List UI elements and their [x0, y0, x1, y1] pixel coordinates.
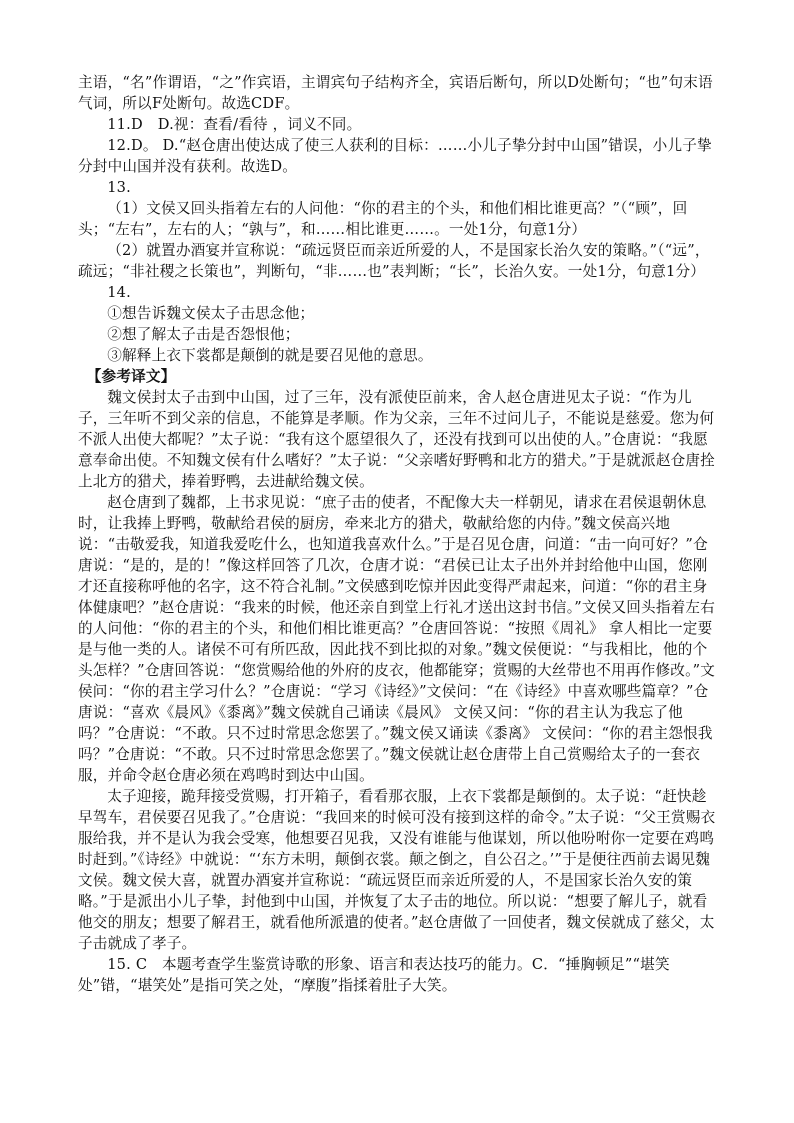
answer-11: 11.D D.视：查看/看待 ，词义不同。 — [107, 116, 362, 133]
answer-13-number: 13. — [107, 179, 131, 196]
document-page — [78, 72, 718, 996]
answer-13-part-1: （1）文侯又回头指着左右的人问他：“你的君主的个头，和他们相比谁更高？”（“顾”，回头；“左右”，左右的人；“孰与”，和……相比谁更……。一处1分，句意1分） — [78, 200, 688, 238]
answer-14-point-2: ②想了解太子击是否怨恨他； — [107, 326, 300, 343]
answer-15: 15. C 本题考查学生鉴赏诗歌的形象、语言和表达技巧的能力。C．“捶胸顿足”“堪笑处”错，“堪笑处”是指可笑之处，“摩腹”指揉着肚子大笑。 — [78, 956, 670, 994]
translation-paragraph-2: 赵仓唐到了魏都，上书求见说：“庶子击的使者，不配像大夫一样朝见，请求在君侯退朝休息时，让我捧上野鸭，敬献给君侯的厨房，牵来北方的猎犬，敬献给您的内侍。”魏文侯高兴地说：“击敬爱我，知道我爱吃什么，也知道我喜欢什么。”于是召见仓唐，问道：“击一向可好？”仓唐说：“是的，是的！”像这样回答了几次，仓唐才说：“君侯已让太子出外并封给他中山国，您刚才还直接称呼他的名字，这不符合礼制。”文侯感到吃惊并因此变得严肃起来，问道：“你的君主身体健康吧？”赵仓唐说：“我来的时候，他还亲自到堂上行礼才送出这封书信。”文侯又回头指着左右的人问他：“你的君主的个头，和他们相比谁更高？”仓唐回答说：“按照《周礼》 拿人相比一定要是与他一类的人。诸侯不可有所匹敌，因此找不到比拟的对象。”魏文侯便说：“与我相比，他的个头怎样？”仓唐回答说：“您赏赐给他的外府的皮衣，他都能穿；赏赐的大丝带也不用再作修改。”文侯问：“你的君主学习什么？”仓唐说：“学习《诗经》”文侯问：“在《诗经》中喜欢哪些篇章？”仓唐说：“喜欢《晨风》《黍离》”魏文侯就自己诵读《晨风》 文侯又问：“你的君主认为我忘了他吗？”仓唐说：“不敢。只不过时常思念您罢了。”魏文侯又诵读《黍离》 文侯问：“你的君主怨恨我吗？”仓唐说：“不敢。只不过时常思念您罢了。”魏文侯就让赵仓唐带上自己赏赐给太子的一套衣服，并命令赵仓唐必须在鸡鸣时到达中山国。 — [78, 494, 716, 784]
translation-paragraph-3: 太子迎接，跪拜接受赏赐，打开箱子，看看那衣服，上衣下裳都是颠倒的。太子说：“赶快趁早驾车，君侯要召见我了。”仓唐说：“我回来的时候可没有接到这样的命令。”太子说：“父王赏赐衣服给我，并不是认为我会受寒，他想要召见我，又没有谁能与他谋划，所以他吩咐你一定要在鸡鸣时赶到。”《诗经》中就说：“‘东方未明，颠倒衣裳。颠之倒之，自公召之。’”于是便往西前去谒见魏文侯。魏文侯大喜，就置办酒宴并宣称说：“疏远贤臣而亲近所爱的人，不是国家长治久安的策略。”于是派出小儿子挚，封他到中山国，并恢复了太子击的地位。所以说：“想要了解儿子，就看他交的朋友；想要了解君王，就看他所派遣的使者。”赵仓唐做了一回使者，魏文侯就成了慈父，太子击就成了孝子。 — [78, 788, 716, 952]
answer-13-part-2: （2）就置办酒宴并宣称说：“疏远贤臣而亲近所爱的人，不是国家长治久安的策略。”（“远”，疏远；“非社稷之长策也”，判断句，“非……也”表判断；“长”，长治久安。一处1分，句意1分） — [78, 242, 710, 280]
answer-12: 12.D。 D.“赵仓唐出使达成了使三人获利的目标：……小儿子挚分封中山国”错误，小儿子挚分封中山国并没有获利。故选D。 — [78, 137, 712, 175]
answer-14-point-1: ①想告诉魏文侯太子击思念他； — [107, 305, 315, 322]
translation-paragraph-1: 魏文侯封太子击到中山国，过了三年，没有派使臣前来，舍人赵仓唐进见太子说：“作为儿子，三年听不到父亲的信息，不能算是孝顺。作为父亲，三年不过问儿子，不能说是慈爱。您为何不派人出使大都呢？”太子说：“我有这个愿望很久了，还没有找到可以出使的人。”仓唐说：“我愿意奉命出使。不知魏文侯有什么嗜好？”太子说：“父亲嗜好野鸭和北方的猎犬。”于是就派赵仓唐拴上北方的猎犬，捧着野鸭，去进献给魏文侯。 — [78, 389, 716, 490]
answer-14-point-3: ③解释上衣下裳都是颠倒的就是要召见他的意思。 — [107, 347, 433, 364]
reference-translation-heading: 【参考译文】 — [86, 368, 176, 385]
answer-10-continuation: 主语，“名”作谓语，“之”作宾语，主谓宾句子结构齐全，宾语后断句，所以D处断句；“也”句末语气词，所以F处断句。故选CDF。 — [78, 74, 713, 112]
answer-14-number: 14. — [107, 284, 131, 301]
